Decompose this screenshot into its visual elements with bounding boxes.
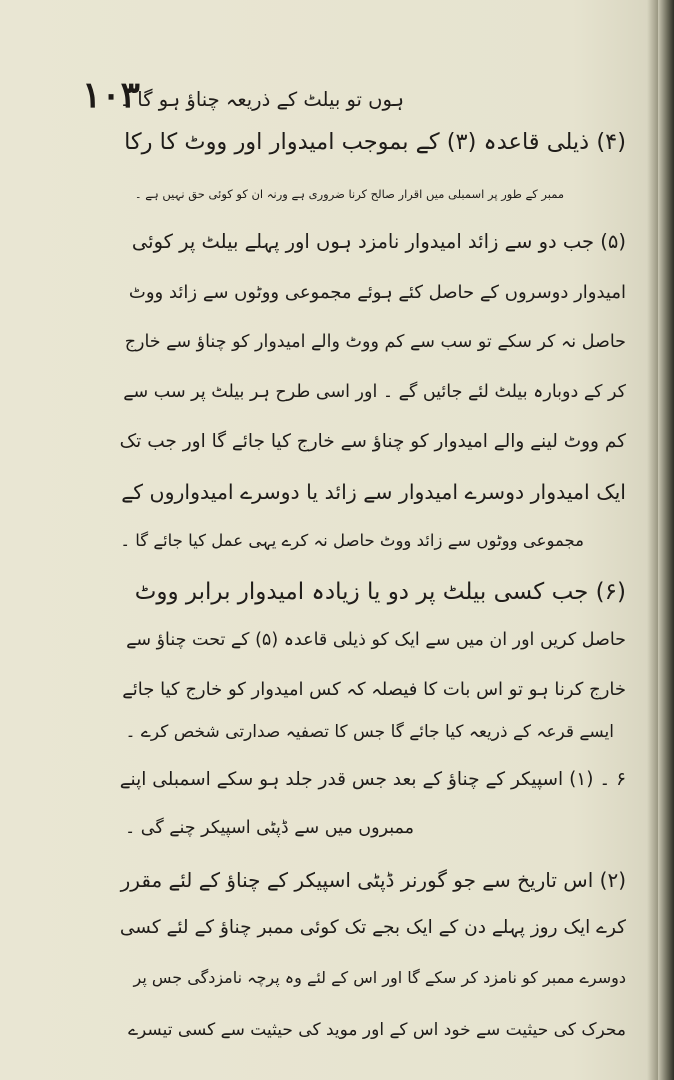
text-line-10: مجموعی ووٹوں سے زائد ووٹ حاصل نہ کرے یہی عمل کیا جائے گا ۔	[120, 531, 584, 550]
text-line-2: (۴) ذیلی قاعدہ (۳) کے بموجب امیدوار اور ووٹ کا رکا	[124, 129, 626, 155]
text-line-13: خارج کرنا ہو تو اس بات کا فیصلہ کہ کس امیدوار کو خارج کیا جائے	[122, 679, 626, 700]
text-line-17: (۲) اس تاریخ سے جو گورنر ڈپٹی اسپیکر کے چناؤ کے لئے مقرر	[120, 868, 626, 892]
text-line-6: حاصل نہ کر سکے تو سب سے کم ووٹ والے امیدوار کو چناؤ سے خارج	[124, 332, 626, 352]
text-line-4: (۵) جب دو سے زائد امیدوار نامزد ہوں اور پہلے بیلٹ پر کوئی	[131, 230, 626, 253]
text-line-8: کم ووٹ لینے والے امیدوار کو چناؤ سے خارج کیا جائے گا اور جب تک	[119, 431, 626, 452]
text-line-12: حاصل کریں اور ان میں سے ایک کو ذیلی قاعدہ (۵) کے تحت چناؤ سے	[126, 630, 626, 650]
text-line-18: کرے ایک روز پہلے دن کے ایک بجے تک کوئی ممبر چناؤ کے لئے کسی	[119, 917, 626, 938]
book-binding-edge	[658, 0, 674, 1080]
text-line-1: ہوں تو بیلٹ کے ذریعہ چناؤ ہو گا ۔	[119, 88, 404, 111]
text-line-3: ممبر کے طور پر اسمبلی میں اقرار صالح کرنا ضروری ہے ورنہ ان کو کوئی حق نہیں ہے ۔	[134, 187, 564, 201]
text-line-7: کر کے دوبارہ بیلٹ لئے جائیں گے ۔ اور اسی طرح ہر بیلٹ پر سب سے	[123, 382, 626, 402]
text-line-15: ۶ ۔ (۱) اسپیکر کے چناؤ کے بعد جس قدر جلد ہو سکے اسمبلی اپنے	[119, 769, 626, 790]
text-line-19: دوسرے ممبر کو نامزد کر سکے گا اور اس کے لئے وہ پرچہ نامزدگی جس پر	[133, 968, 626, 987]
page-number: ۱۰۳	[82, 74, 141, 116]
text-line-5: امیدوار دوسروں کے حاصل کئے ہوئے مجموعی ووٹوں سے زائد ووٹ	[128, 282, 626, 303]
text-line-20: محرک کی حیثیت سے خود اس کے اور موید کی حیثیت سے کسی تیسرے	[128, 1020, 626, 1040]
text-line-14: ایسے قرعہ کے ذریعہ کیا جائے گا جس کا تصفیہ صدارتی شخص کرے ۔	[125, 722, 614, 742]
text-line-16: ممبروں میں سے ڈپٹی اسپیکر چنے گی ۔	[124, 818, 414, 838]
text-line-9: ایک امیدوار دوسرے امیدوار سے زائد یا دوسرے امیدواروں کے	[121, 480, 626, 504]
text-line-11: (۶) جب کسی بیلٹ پر دو یا زیادہ امیدوار برابر ووٹ	[134, 579, 626, 605]
